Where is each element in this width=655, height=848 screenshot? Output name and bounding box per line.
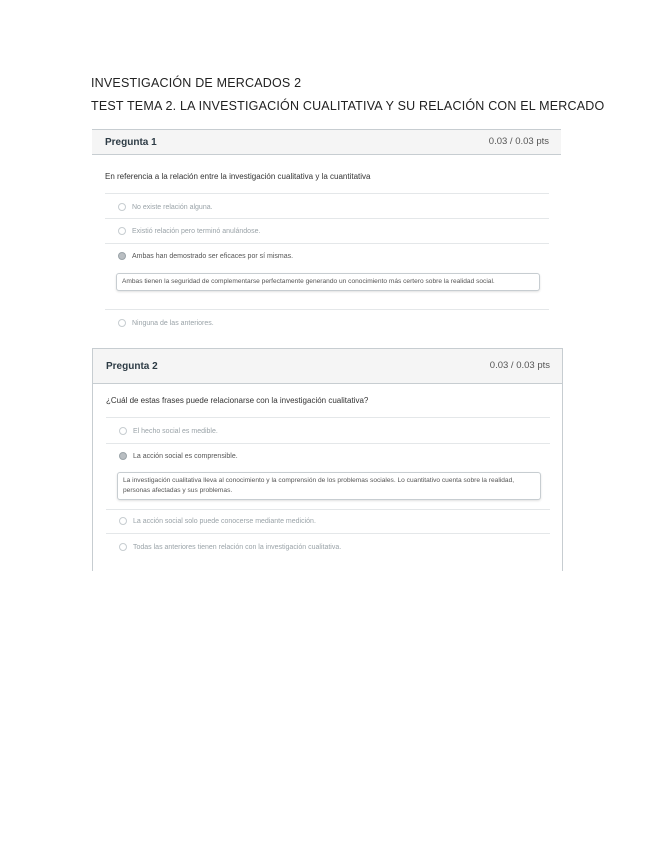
divider <box>105 243 549 244</box>
divider <box>105 193 549 194</box>
divider <box>106 443 550 444</box>
divider <box>105 218 549 219</box>
question-title: Pregunta 1 <box>105 137 157 148</box>
document-subtitle: TEST TEMA 2. LA INVESTIGACIÓN CUALITATIVA Y SU RELACIÓN CON EL MERCADO <box>91 99 605 113</box>
radio-button[interactable] <box>118 227 126 235</box>
radio-button[interactable] <box>119 427 127 435</box>
radio-button-checked[interactable] <box>119 452 127 460</box>
answer-label: Ambas han demostrado ser eficaces por sí mismas. <box>132 252 294 260</box>
answer-option[interactable] <box>118 203 213 211</box>
radio-button[interactable] <box>119 517 127 525</box>
radio-button[interactable] <box>118 319 126 327</box>
divider <box>105 309 549 310</box>
answer-option[interactable] <box>119 517 316 525</box>
question-text: En referencia a la relación entre la investigación cualitativa y la cuantitativa <box>105 172 371 181</box>
question-points: 0.03 / 0.03 pts <box>489 360 550 371</box>
question-card-2 <box>92 348 563 571</box>
answer-label: Existió relación pero terminó anulándose. <box>132 227 261 235</box>
answer-label: El hecho social es medible. <box>133 427 218 435</box>
answer-option-selected[interactable] <box>119 452 238 460</box>
answer-option[interactable] <box>119 427 218 435</box>
document-title: INVESTIGACIÓN DE MERCADOS 2 <box>91 76 302 90</box>
radio-button[interactable] <box>118 203 126 211</box>
divider <box>106 417 550 418</box>
answer-option[interactable] <box>118 319 214 327</box>
divider <box>106 509 550 510</box>
answer-comment: La investigación cualitativa lleva al conocimiento y la comprensión de los problemas sociales. Lo cuantitativo cuenta sobre la realidad, personas afectadas y sus problemas. <box>117 472 541 500</box>
answer-option-selected[interactable] <box>118 252 293 260</box>
divider <box>106 533 550 534</box>
answer-option[interactable] <box>119 543 341 551</box>
radio-button[interactable] <box>119 543 127 551</box>
radio-button-checked[interactable] <box>118 252 126 260</box>
answer-label: La acción social solo puede conocerse mediante medición. <box>133 517 316 525</box>
question-header <box>92 130 561 155</box>
answer-label: La acción social es comprensible. <box>133 452 238 460</box>
question-points: 0.03 / 0.03 pts <box>488 136 549 147</box>
answer-label: Todas las anteriores tienen relación con la investigación cualitativa. <box>133 543 342 551</box>
answer-option[interactable] <box>118 227 260 235</box>
question-header <box>93 349 562 384</box>
answer-label: Ninguna de las anteriores. <box>132 319 214 327</box>
question-text: ¿Cuál de estas frases puede relacionarse con la investigación cualitativa? <box>106 396 369 405</box>
question-title: Pregunta 2 <box>106 361 158 372</box>
answer-label: No existe relación alguna. <box>132 203 213 211</box>
answer-comment: Ambas tienen la seguridad de complementarse perfectamente generando un conocimiento más certero sobre la realidad social. <box>116 273 540 291</box>
question-card-1 <box>92 129 561 342</box>
